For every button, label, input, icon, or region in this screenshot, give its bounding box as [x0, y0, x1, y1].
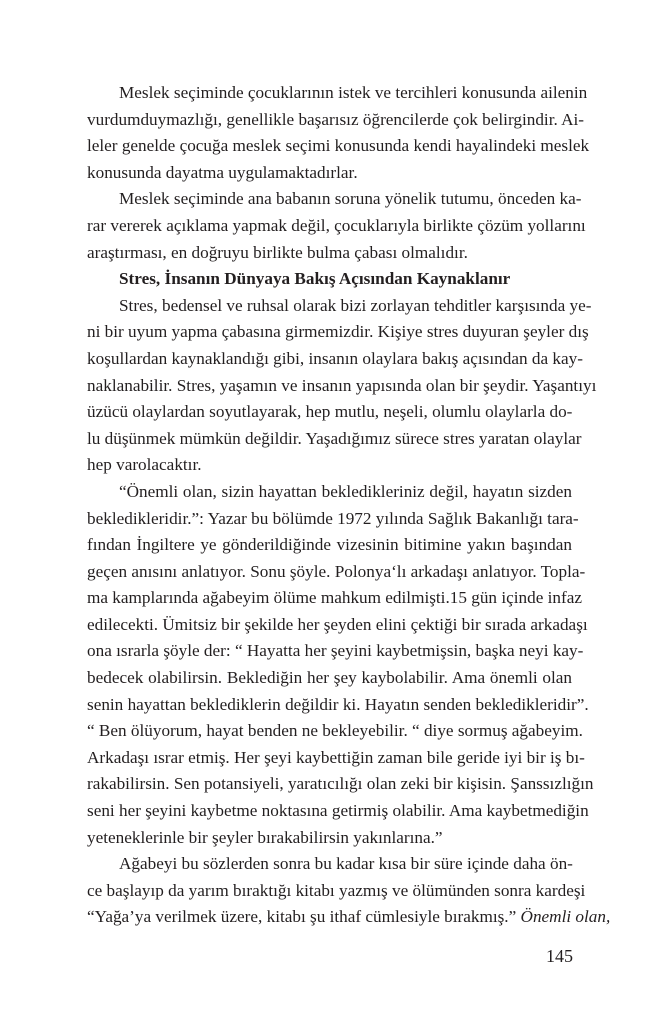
page-number: 145 [546, 946, 573, 966]
page-body [87, 80, 611, 931]
text-line: leler genelde çocuğa meslek seçimi konusunda kendi hayalindeki meslek [87, 136, 590, 156]
text-line: vurdumduymazlığı, genellikle başarısız öğrencilerde çok belirgindir. Ai- [87, 109, 585, 129]
text-line: naklanabilir. Stres, yaşamın ve insanın yapısında olan bir şeydir. Yaşantıyı [87, 375, 597, 395]
paragraph [87, 479, 594, 851]
text-line: rakabilirsin. Sen potansiyeli, yaratıcılığı olan zeki bir kişisin. Şanssızlığın [87, 774, 594, 794]
text-line: ce başlayıp da yarım bıraktığı kitabı yazmış ve ölümünden sonra kardeşi [87, 880, 586, 900]
text-line: edilecekti. Ümitsiz bir şekilde her şeyden elini çektiği bir sırada arkadaşı [87, 614, 588, 634]
text-line: Arkadaşı ısrar etmiş. Her şeyi kaybettiğin zaman bile geride iyi bir iş bı- [87, 747, 585, 767]
text-line [87, 904, 611, 931]
text-line: araştırması, en doğruyu birlikte bulma çabası olmalıdır. [87, 242, 468, 262]
text-line: koşullardan kaynaklandığı gibi, insanın olaylara bakış açısından da kay- [87, 348, 583, 368]
text-line: hep varolacaktır. [87, 455, 202, 475]
text-line: Ağabeyi bu sözlerden sonra bu kadar kısa bir süre içinde daha ön- [119, 854, 573, 874]
text-line: üzücü olaylardan soyutlayarak, hep mutlu, neşeli, olumlu olaylarla do- [87, 402, 573, 422]
paragraph [87, 80, 590, 186]
text-line: Meslek seçiminde çocuklarının istek ve tercihleri konusunda ailenin [119, 83, 588, 102]
text-line: Meslek seçiminde ana babanın soruna yönelik tutumu, önceden ka- [119, 189, 582, 209]
text-line: yeteneklerinle bir şeyler bırakabilirsin yakınlarına.” [87, 827, 443, 847]
text-line: lu düşünmek mümkün değildir. Yaşadığımız sürece stres yaratan olaylar [87, 428, 582, 448]
text-line: rar vererek açıklama yapmak değil, çocuklarıyla birlikte çözüm yollarını [87, 215, 586, 235]
paragraph [87, 293, 597, 479]
text-regular: “Yağa’ya verilmek üzere, kitabı şu ithaf cümlesiyle bırakmış.” [87, 907, 521, 927]
text-line: ni bir uyum yapma çabasına girmemizdir. Kişiye stres duyuran şeyler dış [87, 322, 589, 342]
text-line: geçen anısını anlatıyor. Sonu şöyle. Polonya‘lı arkadaşı anlatıyor. Topla- [87, 561, 586, 581]
section-heading [87, 266, 572, 293]
text-line: bedecek olabilirsin. Beklediğin her şey kaybolabilir. Ama önemli olan [87, 668, 572, 688]
heading-text: Stres, İnsanın Dünyaya Bakış Açısından Kaynaklanır [119, 269, 511, 289]
text-italic: Önemli olan, [520, 907, 611, 927]
text-line: ma kamplarında ağabeyim ölüme mahkum edilmişti.15 gün içinde infaz [87, 588, 582, 608]
text-line: “Önemli olan, sizin hayattan bekledikleriniz değil, hayatın sizden [119, 481, 572, 501]
text-line: ona ısrarla şöyle der: “ Hayatta her şeyini kaybetmişsin, başka neyi kay- [87, 641, 584, 661]
paragraph [87, 851, 611, 931]
text-line: seni her şeyini kaybetme noktasına getirmiş olabilir. Ama kaybetmediğin [87, 801, 589, 821]
paragraph [87, 186, 586, 266]
text-line: fından İngiltere ye gönderildiğinde vizesinin bitimine yakın başından [87, 535, 572, 555]
text-line: Stres, bedensel ve ruhsal olarak bizi zorlayan tehditler karşısında ye- [119, 295, 592, 315]
text-line: konusunda dayatma uygulamaktadırlar. [87, 162, 358, 182]
text-line: “ Ben ölüyorum, hayat benden ne bekleyebilir. “ diye sormuş ağabeyim. [87, 721, 583, 741]
text-line: bekledikleridir.”: Yazar bu bölümde 1972 yılında Sağlık Bakanlığı tara- [87, 508, 579, 528]
text-line: senin hayattan beklediklerin değildir ki. Hayatın senden bekledikleridir”. [87, 694, 589, 714]
